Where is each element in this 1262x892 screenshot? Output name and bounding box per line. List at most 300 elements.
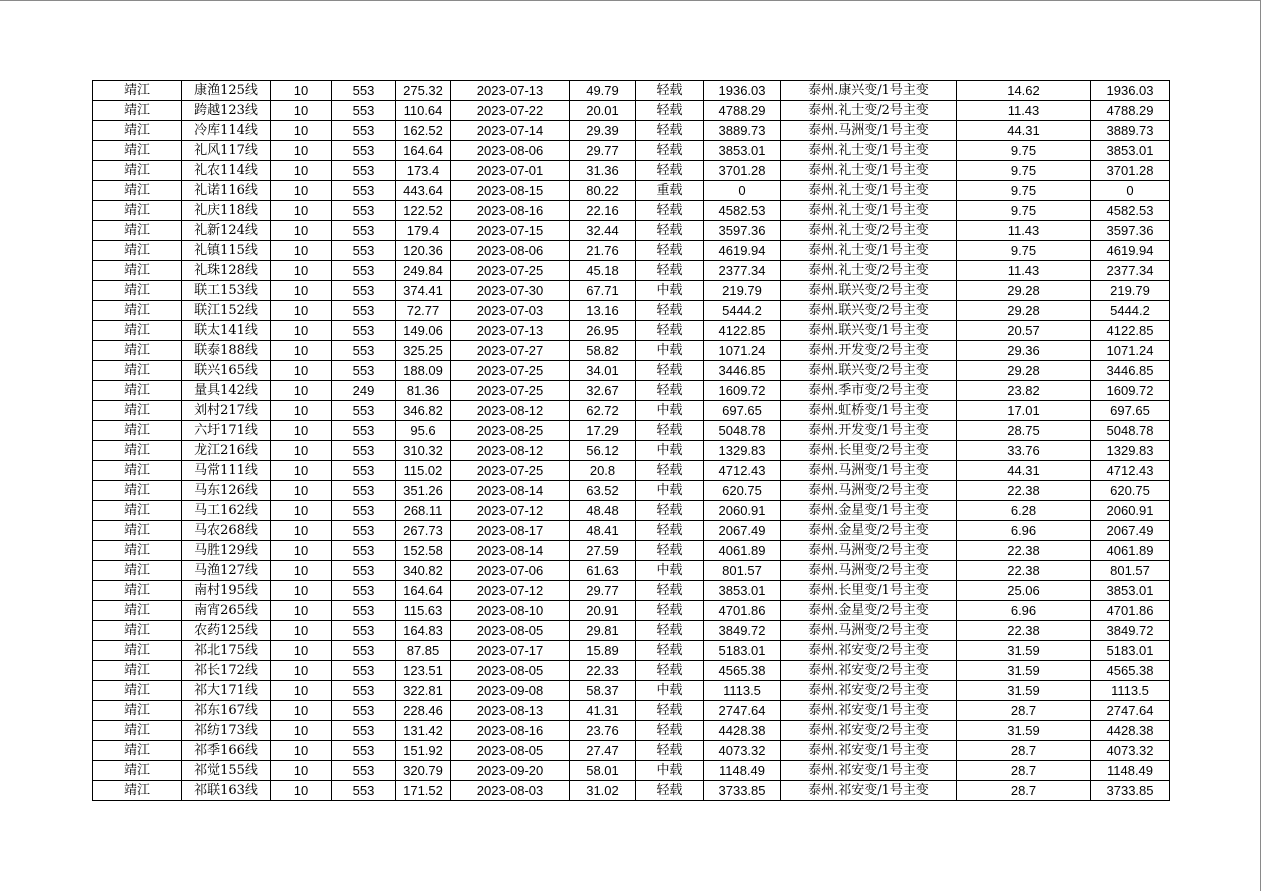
- cell-load-rate: 17.29: [570, 421, 636, 441]
- table-row: [93, 321, 1170, 341]
- cell-available-capacity: 5048.78: [704, 421, 781, 441]
- cell-transformer-load-rate: 29.28: [957, 361, 1091, 381]
- table-row: [93, 481, 1170, 501]
- cell-transformer: 泰州.金星变/2号主变: [781, 601, 957, 621]
- table-row: [93, 501, 1170, 521]
- cell-date: 2023-07-25: [451, 461, 570, 481]
- cell-max-current: 310.32: [396, 441, 451, 461]
- cell-line-name: 马渔127线: [182, 561, 271, 581]
- cell-max-current: 164.64: [396, 581, 451, 601]
- cell-county: 靖江: [93, 161, 182, 181]
- cell-transformer-load-rate: 22.38: [957, 481, 1091, 501]
- cell-date: 2023-07-25: [451, 261, 570, 281]
- cell-load-rate: 29.81: [570, 621, 636, 641]
- cell-voltage: 10: [271, 241, 332, 261]
- cell-available-capacity: 4565.38: [704, 661, 781, 681]
- cell-load-rate: 41.31: [570, 701, 636, 721]
- cell-voltage: 10: [271, 521, 332, 541]
- cell-load-status: 轻载: [636, 101, 704, 121]
- cell-capacity: 553: [332, 201, 396, 221]
- cell-county: 靖江: [93, 421, 182, 441]
- table-row: [93, 221, 1170, 241]
- cell-transformer-load-rate: 31.59: [957, 681, 1091, 701]
- cell-open-capacity: 3597.36: [1091, 221, 1170, 241]
- cell-transformer-load-rate: 9.75: [957, 201, 1091, 221]
- cell-line-name: 南村195线: [182, 581, 271, 601]
- cell-voltage: 10: [271, 661, 332, 681]
- cell-voltage: 10: [271, 121, 332, 141]
- cell-open-capacity: 3446.85: [1091, 361, 1170, 381]
- cell-county: 靖江: [93, 101, 182, 121]
- cell-max-current: 325.25: [396, 341, 451, 361]
- cell-line-name: 祁觉155线: [182, 761, 271, 781]
- table-row: [93, 121, 1170, 141]
- cell-line-name: 礼镇115线: [182, 241, 271, 261]
- cell-county: 靖江: [93, 541, 182, 561]
- cell-county: 靖江: [93, 181, 182, 201]
- cell-transformer-load-rate: 31.59: [957, 721, 1091, 741]
- cell-available-capacity: 1936.03: [704, 81, 781, 101]
- cell-available-capacity: 4619.94: [704, 241, 781, 261]
- cell-open-capacity: 5183.01: [1091, 641, 1170, 661]
- table-row: [93, 741, 1170, 761]
- cell-transformer-load-rate: 44.31: [957, 121, 1091, 141]
- cell-voltage: 10: [271, 221, 332, 241]
- cell-date: 2023-08-05: [451, 741, 570, 761]
- cell-load-rate: 20.01: [570, 101, 636, 121]
- cell-max-current: 151.92: [396, 741, 451, 761]
- cell-max-current: 173.4: [396, 161, 451, 181]
- table-row: [93, 461, 1170, 481]
- cell-available-capacity: 3701.28: [704, 161, 781, 181]
- cell-transformer-load-rate: 44.31: [957, 461, 1091, 481]
- cell-open-capacity: 1071.24: [1091, 341, 1170, 361]
- cell-open-capacity: 3853.01: [1091, 141, 1170, 161]
- cell-load-status: 轻载: [636, 641, 704, 661]
- cell-transformer-load-rate: 9.75: [957, 241, 1091, 261]
- cell-load-rate: 48.48: [570, 501, 636, 521]
- cell-date: 2023-08-03: [451, 781, 570, 801]
- cell-county: 靖江: [93, 201, 182, 221]
- table-row: [93, 541, 1170, 561]
- cell-available-capacity: 1148.49: [704, 761, 781, 781]
- cell-county: 靖江: [93, 601, 182, 621]
- cell-county: 靖江: [93, 701, 182, 721]
- cell-available-capacity: 2377.34: [704, 261, 781, 281]
- cell-max-current: 152.58: [396, 541, 451, 561]
- cell-capacity: 553: [332, 501, 396, 521]
- cell-transformer: 泰州.祁安变/2号主变: [781, 661, 957, 681]
- cell-open-capacity: 3849.72: [1091, 621, 1170, 641]
- cell-line-name: 马常111线: [182, 461, 271, 481]
- cell-date: 2023-08-12: [451, 441, 570, 461]
- cell-load-rate: 58.82: [570, 341, 636, 361]
- cell-voltage: 10: [271, 501, 332, 521]
- cell-line-name: 礼珠128线: [182, 261, 271, 281]
- cell-open-capacity: 4788.29: [1091, 101, 1170, 121]
- table-row: [93, 361, 1170, 381]
- cell-open-capacity: 801.57: [1091, 561, 1170, 581]
- table-row: [93, 681, 1170, 701]
- cell-transformer: 泰州.开发变/2号主变: [781, 341, 957, 361]
- cell-transformer: 泰州.金星变/2号主变: [781, 521, 957, 541]
- cell-voltage: 10: [271, 261, 332, 281]
- cell-county: 靖江: [93, 781, 182, 801]
- table-row: [93, 781, 1170, 801]
- cell-load-status: 轻载: [636, 221, 704, 241]
- cell-transformer-load-rate: 28.7: [957, 781, 1091, 801]
- cell-open-capacity: 1936.03: [1091, 81, 1170, 101]
- cell-voltage: 10: [271, 181, 332, 201]
- cell-max-current: 268.11: [396, 501, 451, 521]
- cell-available-capacity: 1609.72: [704, 381, 781, 401]
- cell-date: 2023-07-14: [451, 121, 570, 141]
- cell-transformer-load-rate: 9.75: [957, 181, 1091, 201]
- cell-voltage: 10: [271, 581, 332, 601]
- cell-date: 2023-07-06: [451, 561, 570, 581]
- cell-county: 靖江: [93, 241, 182, 261]
- cell-capacity: 553: [332, 541, 396, 561]
- cell-county: 靖江: [93, 621, 182, 641]
- cell-line-name: 祁大171线: [182, 681, 271, 701]
- cell-date: 2023-07-27: [451, 341, 570, 361]
- cell-open-capacity: 1609.72: [1091, 381, 1170, 401]
- table-row: [93, 161, 1170, 181]
- cell-load-rate: 61.63: [570, 561, 636, 581]
- cell-county: 靖江: [93, 281, 182, 301]
- cell-open-capacity: 2067.49: [1091, 521, 1170, 541]
- table-row: [93, 581, 1170, 601]
- cell-available-capacity: 2747.64: [704, 701, 781, 721]
- cell-open-capacity: 620.75: [1091, 481, 1170, 501]
- cell-line-name: 刘村217线: [182, 401, 271, 421]
- cell-county: 靖江: [93, 81, 182, 101]
- cell-county: 靖江: [93, 141, 182, 161]
- cell-voltage: 10: [271, 541, 332, 561]
- cell-open-capacity: 697.65: [1091, 401, 1170, 421]
- cell-voltage: 10: [271, 681, 332, 701]
- cell-load-status: 轻载: [636, 421, 704, 441]
- cell-voltage: 10: [271, 461, 332, 481]
- cell-date: 2023-08-10: [451, 601, 570, 621]
- cell-max-current: 188.09: [396, 361, 451, 381]
- cell-max-current: 374.41: [396, 281, 451, 301]
- cell-transformer-load-rate: 31.59: [957, 661, 1091, 681]
- cell-capacity: 553: [332, 681, 396, 701]
- cell-date: 2023-09-20: [451, 761, 570, 781]
- cell-date: 2023-08-12: [451, 401, 570, 421]
- cell-date: 2023-07-25: [451, 381, 570, 401]
- cell-load-status: 中载: [636, 281, 704, 301]
- cell-transformer: 泰州.礼士变/2号主变: [781, 261, 957, 281]
- cell-load-rate: 63.52: [570, 481, 636, 501]
- cell-voltage: 10: [271, 361, 332, 381]
- cell-transformer: 泰州.马洲变/2号主变: [781, 481, 957, 501]
- cell-available-capacity: 5444.2: [704, 301, 781, 321]
- cell-max-current: 346.82: [396, 401, 451, 421]
- cell-load-status: 轻载: [636, 381, 704, 401]
- cell-transformer: 泰州.礼士变/1号主变: [781, 181, 957, 201]
- cell-line-name: 龙江216线: [182, 441, 271, 461]
- cell-transformer-load-rate: 9.75: [957, 161, 1091, 181]
- cell-load-status: 轻载: [636, 241, 704, 261]
- cell-load-rate: 32.44: [570, 221, 636, 241]
- cell-transformer-load-rate: 29.36: [957, 341, 1091, 361]
- cell-max-current: 322.81: [396, 681, 451, 701]
- cell-date: 2023-07-15: [451, 221, 570, 241]
- cell-transformer: 泰州.礼士变/1号主变: [781, 141, 957, 161]
- cell-max-current: 249.84: [396, 261, 451, 281]
- table-row: [93, 721, 1170, 741]
- table-row: [93, 241, 1170, 261]
- cell-transformer: 泰州.马洲变/2号主变: [781, 541, 957, 561]
- cell-line-name: 联兴165线: [182, 361, 271, 381]
- cell-load-status: 轻载: [636, 501, 704, 521]
- cell-county: 靖江: [93, 381, 182, 401]
- cell-load-rate: 26.95: [570, 321, 636, 341]
- cell-load-rate: 27.59: [570, 541, 636, 561]
- cell-available-capacity: 1071.24: [704, 341, 781, 361]
- cell-county: 靖江: [93, 301, 182, 321]
- cell-date: 2023-08-15: [451, 181, 570, 201]
- cell-load-status: 轻载: [636, 121, 704, 141]
- cell-capacity: 553: [332, 481, 396, 501]
- cell-load-rate: 62.72: [570, 401, 636, 421]
- cell-transformer: 泰州.虹桥变/1号主变: [781, 401, 957, 421]
- cell-max-current: 72.77: [396, 301, 451, 321]
- cell-transformer: 泰州.联兴变/1号主变: [781, 321, 957, 341]
- cell-available-capacity: 5183.01: [704, 641, 781, 661]
- cell-load-rate: 22.16: [570, 201, 636, 221]
- cell-transformer: 泰州.礼士变/2号主变: [781, 221, 957, 241]
- cell-transformer: 泰州.马洲变/2号主变: [781, 621, 957, 641]
- cell-transformer: 泰州.祁安变/1号主变: [781, 701, 957, 721]
- cell-transformer: 泰州.开发变/1号主变: [781, 421, 957, 441]
- cell-date: 2023-08-17: [451, 521, 570, 541]
- cell-line-name: 南宵265线: [182, 601, 271, 621]
- cell-load-status: 中载: [636, 481, 704, 501]
- cell-max-current: 351.26: [396, 481, 451, 501]
- cell-load-rate: 80.22: [570, 181, 636, 201]
- cell-load-status: 轻载: [636, 321, 704, 341]
- cell-available-capacity: 3853.01: [704, 581, 781, 601]
- cell-available-capacity: 3853.01: [704, 141, 781, 161]
- cell-line-name: 冷库114线: [182, 121, 271, 141]
- cell-transformer: 泰州.长里变/2号主变: [781, 441, 957, 461]
- cell-date: 2023-08-14: [451, 481, 570, 501]
- cell-capacity: 553: [332, 321, 396, 341]
- table-row: [93, 341, 1170, 361]
- table-row: [93, 81, 1170, 101]
- cell-line-name: 祁北175线: [182, 641, 271, 661]
- cell-transformer-load-rate: 22.38: [957, 541, 1091, 561]
- cell-voltage: 10: [271, 621, 332, 641]
- cell-max-current: 171.52: [396, 781, 451, 801]
- cell-open-capacity: 4061.89: [1091, 541, 1170, 561]
- cell-transformer: 泰州.祁安变/1号主变: [781, 761, 957, 781]
- cell-line-name: 祁联163线: [182, 781, 271, 801]
- table-row: [93, 561, 1170, 581]
- cell-load-status: 中载: [636, 341, 704, 361]
- cell-available-capacity: 4582.53: [704, 201, 781, 221]
- cell-available-capacity: 3889.73: [704, 121, 781, 141]
- cell-open-capacity: 3853.01: [1091, 581, 1170, 601]
- cell-available-capacity: 4061.89: [704, 541, 781, 561]
- cell-transformer-load-rate: 29.28: [957, 301, 1091, 321]
- cell-capacity: 553: [332, 241, 396, 261]
- cell-transformer: 泰州.联兴变/2号主变: [781, 301, 957, 321]
- cell-load-rate: 29.39: [570, 121, 636, 141]
- cell-transformer-load-rate: 23.82: [957, 381, 1091, 401]
- cell-load-rate: 27.47: [570, 741, 636, 761]
- cell-date: 2023-07-13: [451, 81, 570, 101]
- cell-date: 2023-09-08: [451, 681, 570, 701]
- table-row: [93, 421, 1170, 441]
- cell-available-capacity: 3597.36: [704, 221, 781, 241]
- cell-transformer-load-rate: 31.59: [957, 641, 1091, 661]
- cell-open-capacity: 3701.28: [1091, 161, 1170, 181]
- cell-county: 靖江: [93, 741, 182, 761]
- cell-county: 靖江: [93, 461, 182, 481]
- cell-line-name: 康渔125线: [182, 81, 271, 101]
- cell-load-status: 轻载: [636, 521, 704, 541]
- cell-line-name: 农药125线: [182, 621, 271, 641]
- cell-line-name: 礼新124线: [182, 221, 271, 241]
- cell-load-rate: 45.18: [570, 261, 636, 281]
- cell-capacity: 553: [332, 101, 396, 121]
- cell-transformer: 泰州.金星变/1号主变: [781, 501, 957, 521]
- cell-open-capacity: 4712.43: [1091, 461, 1170, 481]
- cell-capacity: 553: [332, 81, 396, 101]
- cell-load-status: 轻载: [636, 541, 704, 561]
- cell-open-capacity: 4619.94: [1091, 241, 1170, 261]
- cell-load-rate: 56.12: [570, 441, 636, 461]
- cell-transformer-load-rate: 20.57: [957, 321, 1091, 341]
- cell-transformer-load-rate: 6.96: [957, 601, 1091, 621]
- cell-load-status: 轻载: [636, 361, 704, 381]
- cell-load-rate: 29.77: [570, 141, 636, 161]
- cell-voltage: 10: [271, 641, 332, 661]
- cell-open-capacity: 4428.38: [1091, 721, 1170, 741]
- cell-load-rate: 31.36: [570, 161, 636, 181]
- cell-open-capacity: 1329.83: [1091, 441, 1170, 461]
- cell-line-name: 联泰188线: [182, 341, 271, 361]
- cell-line-name: 祁纺173线: [182, 721, 271, 741]
- cell-voltage: 10: [271, 481, 332, 501]
- cell-date: 2023-07-12: [451, 501, 570, 521]
- cell-available-capacity: 3446.85: [704, 361, 781, 381]
- cell-transformer: 泰州.祁安变/2号主变: [781, 721, 957, 741]
- cell-date: 2023-07-01: [451, 161, 570, 181]
- cell-open-capacity: 5048.78: [1091, 421, 1170, 441]
- cell-max-current: 120.36: [396, 241, 451, 261]
- cell-line-name: 祁东167线: [182, 701, 271, 721]
- cell-max-current: 162.52: [396, 121, 451, 141]
- cell-max-current: 228.46: [396, 701, 451, 721]
- cell-capacity: 553: [332, 641, 396, 661]
- cell-max-current: 275.32: [396, 81, 451, 101]
- cell-transformer: 泰州.祁安变/1号主变: [781, 741, 957, 761]
- cell-load-rate: 20.8: [570, 461, 636, 481]
- cell-transformer-load-rate: 6.96: [957, 521, 1091, 541]
- cell-available-capacity: 697.65: [704, 401, 781, 421]
- cell-open-capacity: 219.79: [1091, 281, 1170, 301]
- cell-load-rate: 49.79: [570, 81, 636, 101]
- cell-county: 靖江: [93, 761, 182, 781]
- cell-transformer: 泰州.祁安变/1号主变: [781, 781, 957, 801]
- cell-load-status: 轻载: [636, 741, 704, 761]
- cell-max-current: 179.4: [396, 221, 451, 241]
- cell-load-rate: 32.67: [570, 381, 636, 401]
- cell-available-capacity: 1113.5: [704, 681, 781, 701]
- cell-county: 靖江: [93, 641, 182, 661]
- cell-date: 2023-07-30: [451, 281, 570, 301]
- cell-max-current: 131.42: [396, 721, 451, 741]
- cell-voltage: 10: [271, 441, 332, 461]
- cell-available-capacity: 1329.83: [704, 441, 781, 461]
- cell-open-capacity: 4582.53: [1091, 201, 1170, 221]
- cell-available-capacity: 2067.49: [704, 521, 781, 541]
- cell-line-name: 马工162线: [182, 501, 271, 521]
- cell-available-capacity: 3849.72: [704, 621, 781, 641]
- cell-load-rate: 22.33: [570, 661, 636, 681]
- cell-load-status: 轻载: [636, 201, 704, 221]
- cell-voltage: 10: [271, 101, 332, 121]
- cell-transformer: 泰州.马洲变/1号主变: [781, 461, 957, 481]
- cell-transformer-load-rate: 6.28: [957, 501, 1091, 521]
- table-row: [93, 701, 1170, 721]
- table-row: [93, 661, 1170, 681]
- cell-county: 靖江: [93, 481, 182, 501]
- table-row: [93, 641, 1170, 661]
- cell-capacity: 553: [332, 441, 396, 461]
- cell-available-capacity: 620.75: [704, 481, 781, 501]
- table-row: [93, 201, 1170, 221]
- cell-voltage: 10: [271, 741, 332, 761]
- cell-transformer: 泰州.季市变/2号主变: [781, 381, 957, 401]
- cell-date: 2023-07-25: [451, 361, 570, 381]
- cell-county: 靖江: [93, 661, 182, 681]
- cell-line-name: 礼农114线: [182, 161, 271, 181]
- cell-line-name: 联太141线: [182, 321, 271, 341]
- cell-open-capacity: 4565.38: [1091, 661, 1170, 681]
- cell-voltage: 10: [271, 761, 332, 781]
- cell-line-name: 马农268线: [182, 521, 271, 541]
- cell-available-capacity: 4073.32: [704, 741, 781, 761]
- cell-open-capacity: 4073.32: [1091, 741, 1170, 761]
- cell-capacity: 553: [332, 301, 396, 321]
- cell-county: 靖江: [93, 681, 182, 701]
- cell-voltage: 10: [271, 301, 332, 321]
- cell-voltage: 10: [271, 81, 332, 101]
- cell-open-capacity: 2747.64: [1091, 701, 1170, 721]
- cell-available-capacity: 0: [704, 181, 781, 201]
- cell-load-status: 轻载: [636, 301, 704, 321]
- table-row: [93, 141, 1170, 161]
- cell-line-name: 马胜129线: [182, 541, 271, 561]
- data-table: [92, 80, 1170, 801]
- cell-capacity: 553: [332, 261, 396, 281]
- table-row: [93, 621, 1170, 641]
- cell-transformer-load-rate: 29.28: [957, 281, 1091, 301]
- cell-transformer-load-rate: 22.38: [957, 621, 1091, 641]
- cell-capacity: 553: [332, 181, 396, 201]
- cell-max-current: 95.6: [396, 421, 451, 441]
- cell-transformer-load-rate: 22.38: [957, 561, 1091, 581]
- cell-capacity: 553: [332, 621, 396, 641]
- cell-open-capacity: 1148.49: [1091, 761, 1170, 781]
- cell-available-capacity: 4428.38: [704, 721, 781, 741]
